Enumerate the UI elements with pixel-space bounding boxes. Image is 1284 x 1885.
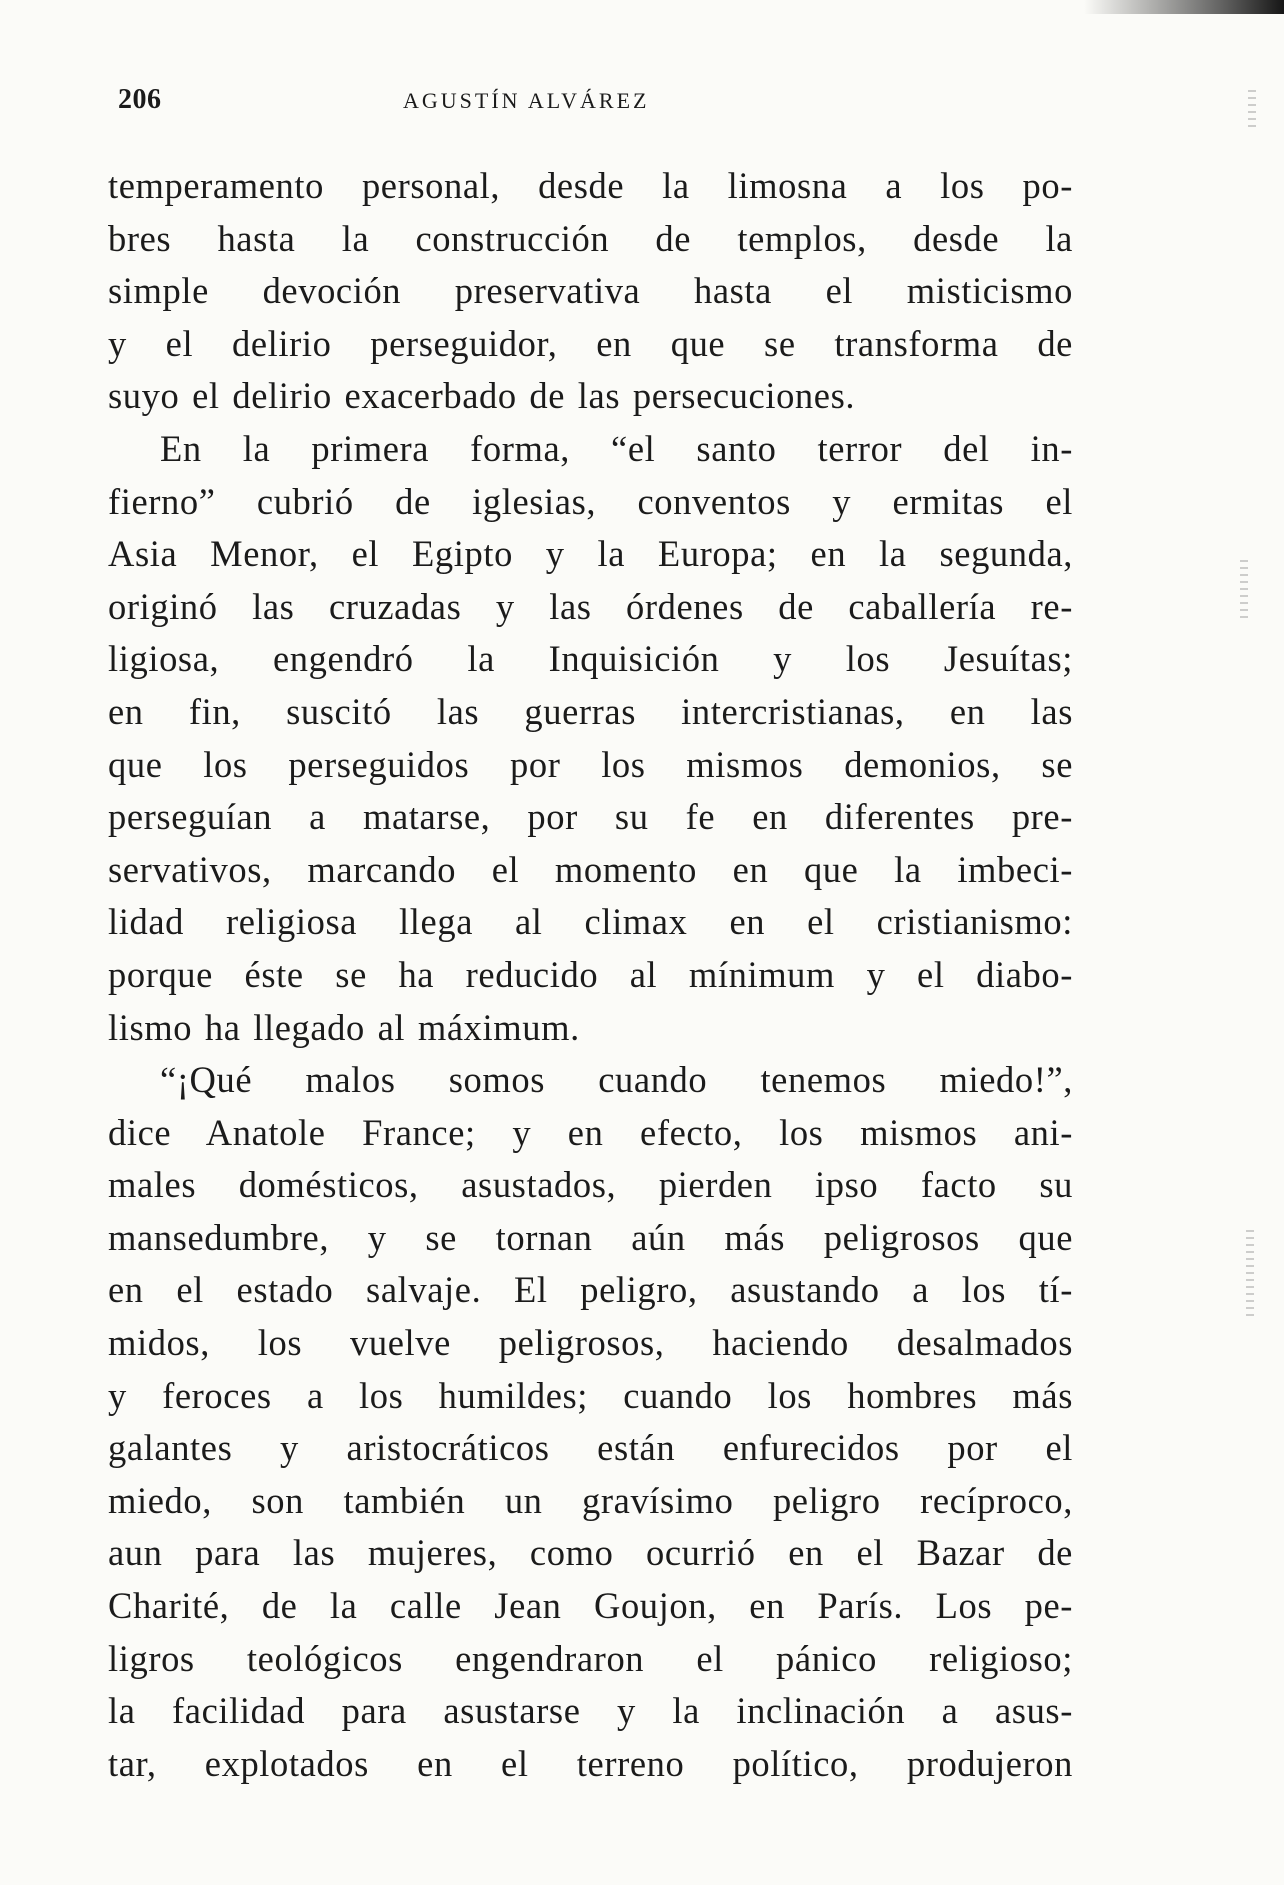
text-line: que los perseguidos por los mismos demonios, se (108, 743, 1073, 785)
text-line: la facilidad para asustarse y la inclinación a asus- (108, 1690, 1073, 1732)
text-line: suyo el delirio exacerbado de las persecuciones. (108, 375, 856, 417)
text-line: Charité, de la calle Jean Goujon, en París. Los pe- (108, 1585, 1073, 1627)
text-line: perseguían a matarse, por su fe en diferentes pre- (108, 796, 1073, 838)
text-line: aun para las mujeres, como ocurrió en el Bazar de (108, 1532, 1073, 1574)
text-line: lismo ha llegado al máximum. (108, 1006, 580, 1048)
text-line: “¡Qué malos somos cuando tenemos miedo!”, (160, 1059, 1073, 1101)
text-line: dice Anatole France; y en efecto, los mismos ani- (108, 1111, 1073, 1153)
running-head: AGUSTÍN ALVÁREZ (403, 88, 650, 113)
text-line: porque éste se ha reducido al mínimum y el diabo- (108, 953, 1073, 995)
text-line: y el delirio perseguidor, en que se transforma de (108, 322, 1073, 364)
text-line: originó las cruzadas y las órdenes de caballería re- (108, 585, 1073, 627)
text-line: y feroces a los humildes; cuando los hombres más (108, 1374, 1073, 1416)
text-line: ligiosa, engendró la Inquisición y los Jesuítas; (108, 638, 1073, 680)
body-text (108, 160, 1073, 1790)
page-header (118, 84, 1068, 124)
text-line: en fin, suscitó las guerras intercristianas, en las (108, 690, 1073, 732)
scan-speckle (1240, 560, 1248, 620)
text-line: simple devoción preservativa hasta el misticismo (108, 270, 1073, 312)
text-line: bres hasta la construcción de templos, desde la (108, 217, 1073, 259)
scan-speckle (1246, 1230, 1254, 1320)
text-line: tar, explotados en el terreno político, produjeron (108, 1742, 1073, 1784)
text-line: mansedumbre, y se tornan aún más peligrosos que (108, 1216, 1073, 1258)
text-line: temperamento personal, desde la limosna a los po- (108, 165, 1073, 206)
text-line: servativos, marcando el momento en que la imbeci- (108, 848, 1073, 890)
text-line: midos, los vuelve peligrosos, haciendo desalmados (108, 1322, 1073, 1364)
scan-speckle (1248, 90, 1256, 130)
text-line: ligros teológicos engendraron el pánico religioso; (108, 1637, 1073, 1679)
scan-edge-mark (1084, 0, 1284, 14)
text-line: en el estado salvaje. El peligro, asustando a los tí- (108, 1269, 1073, 1311)
text-line: males domésticos, asustados, pierden ipso facto su (108, 1164, 1073, 1206)
page-number: 206 (118, 84, 162, 115)
text-line: En la primera forma, “el santo terror del in- (160, 427, 1073, 469)
text-line: miedo, son también un gravísimo peligro recíproco, (108, 1479, 1073, 1521)
text-line: fierno” cubrió de iglesias, conventos y ermitas el (108, 480, 1073, 522)
text-line: lidad religiosa llega al climax en el cristianismo: (108, 901, 1073, 943)
text-line: Asia Menor, el Egipto y la Europa; en la segunda, (108, 533, 1073, 575)
text-line: galantes y aristocráticos están enfurecidos por el (108, 1427, 1073, 1469)
